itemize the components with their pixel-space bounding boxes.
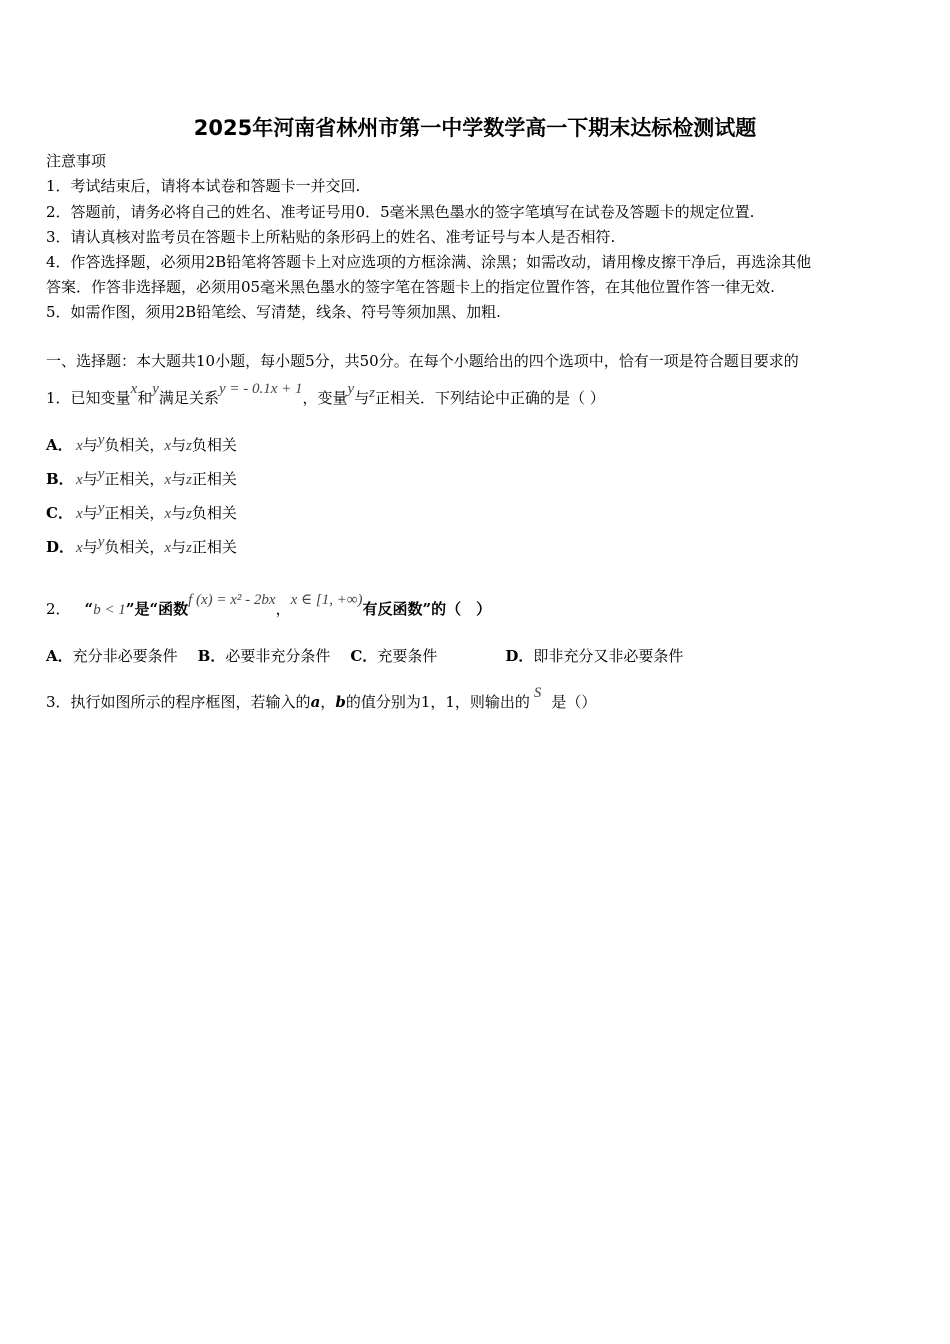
question-1	[46, 381, 605, 409]
option-text: 与	[171, 504, 187, 522]
question-text: 是（）	[551, 693, 597, 711]
q1-option-d	[46, 534, 237, 558]
question-text: 满足关系	[158, 389, 219, 407]
math-var: y	[97, 534, 105, 550]
option-text: 负相关，	[104, 436, 165, 454]
q1-option-b	[46, 466, 237, 490]
math-var: x	[164, 472, 172, 488]
option-text: 正相关，	[104, 470, 165, 488]
question-text: ”是“函数	[125, 600, 189, 618]
option-text: 负相关	[191, 504, 237, 522]
notice-item-3: 3．请认真核对监考员在答题卡上所粘贴的条形码上的姓名、准考证号与本人是否相符.	[46, 228, 616, 246]
math-var: y	[97, 432, 105, 448]
math-condition: b < 1	[93, 602, 126, 618]
option-letter: B．	[197, 647, 226, 665]
math-var: b	[335, 693, 346, 711]
math-var: y	[347, 381, 355, 397]
notice-heading: 注意事项	[46, 152, 107, 170]
question-2	[46, 592, 492, 620]
option-letter: A．	[46, 436, 73, 454]
option-text: 充要条件	[377, 647, 438, 665]
option-letter: C．	[350, 647, 378, 665]
math-var: y	[152, 381, 159, 397]
math-var: y	[97, 466, 105, 482]
math-var: x	[130, 381, 138, 397]
section-heading: 一、选择题：本大题共10小题，每小题5分，共50分。在每个小题给出的四个选项中，恰有一项是符合题目要求的	[46, 352, 799, 370]
math-var: x	[76, 438, 83, 454]
notice-item-2: 2．答题前，请务必将自己的姓名、准考证号用0．5毫米黑色墨水的签字笔填写在试卷及答题卡的规定位置.	[46, 203, 755, 221]
math-var: z	[186, 472, 192, 488]
option-text: 与	[82, 436, 98, 454]
question-text: 已知变量	[70, 389, 131, 407]
math-var: x	[164, 540, 172, 556]
option-letter: D．	[505, 647, 534, 665]
math-var: S	[533, 685, 542, 701]
notice-item-4: 4．作答选择题，必须用2B铅笔将答题卡上对应选项的方框涂满、涂黑；如需改动，请用橡皮擦干净后，再选涂其他	[46, 253, 812, 271]
option-text: 必要非充分条件	[225, 647, 331, 665]
question-number: 1．	[46, 389, 71, 407]
option-text: 与	[171, 538, 187, 556]
question-text: ，变量	[302, 389, 348, 407]
option-text: 与	[82, 504, 98, 522]
question-text: 和	[137, 389, 153, 407]
option-text: 即非充分又非必要条件	[533, 647, 684, 665]
option-text: 与	[171, 470, 187, 488]
option-letter: C．	[46, 504, 73, 522]
option-letter: D．	[46, 538, 75, 556]
math-var: z	[369, 385, 376, 401]
option-text: 正相关	[191, 538, 237, 556]
question-text: 有反函数”的（ ）	[362, 600, 492, 618]
question-text: 与	[354, 389, 370, 407]
option-text: 与	[82, 538, 98, 556]
option-text: 充分非必要条件	[72, 647, 178, 665]
question-text: ，	[275, 600, 291, 618]
q1-option-c	[46, 500, 237, 524]
option-letter: B．	[46, 470, 74, 488]
question-text: ，	[320, 693, 336, 711]
math-var: x	[76, 472, 83, 488]
question-text: 正相关．下列结论中正确的是（ ）	[375, 389, 605, 407]
question-3	[46, 685, 597, 713]
option-text: 与	[82, 470, 98, 488]
q1-option-a	[46, 432, 237, 456]
notice-item-4-cont: 答案．作答非选择题，必须用05毫米黑色墨水的签字笔在答题卡上的指定位置作答，在其他位置作答一律无效.	[46, 278, 775, 296]
math-var: y	[97, 500, 105, 516]
question-text: 的值分别为1，1，则输出的	[345, 693, 530, 711]
math-function: f (x) = x² - 2bx	[188, 592, 276, 608]
option-text: 与	[171, 436, 187, 454]
math-var: z	[186, 506, 192, 522]
option-text: 正相关	[191, 470, 237, 488]
math-var: x	[164, 438, 172, 454]
q2-options	[46, 646, 683, 666]
math-var: x	[76, 540, 83, 556]
option-text: 负相关	[191, 436, 237, 454]
math-domain: x ∈ [1, +∞)	[290, 592, 363, 608]
math-var: a	[310, 693, 321, 711]
math-relation: y = - 0.1x + 1	[218, 381, 303, 397]
question-text: “	[84, 600, 94, 618]
math-var: x	[76, 506, 83, 522]
page-title: 2025年河南省林州市第一中学数学高一下期末达标检测试题	[193, 116, 757, 140]
math-var: z	[186, 438, 192, 454]
question-number: 2．	[46, 600, 71, 618]
question-number: 3．	[46, 693, 71, 711]
notice-item-5: 5．如需作图，须用2B铅笔绘、写清楚，线条、符号等须加黑、加粗.	[46, 303, 501, 321]
notice-item-1: 1．考试结束后，请将本试卷和答题卡一并交回.	[46, 177, 361, 195]
math-var: z	[186, 540, 192, 556]
option-letter: A．	[46, 647, 73, 665]
question-text: 执行如图所示的程序框图，若输入的	[70, 693, 311, 711]
option-text: 正相关，	[104, 504, 165, 522]
math-var: x	[164, 506, 172, 522]
option-text: 负相关，	[104, 538, 165, 556]
